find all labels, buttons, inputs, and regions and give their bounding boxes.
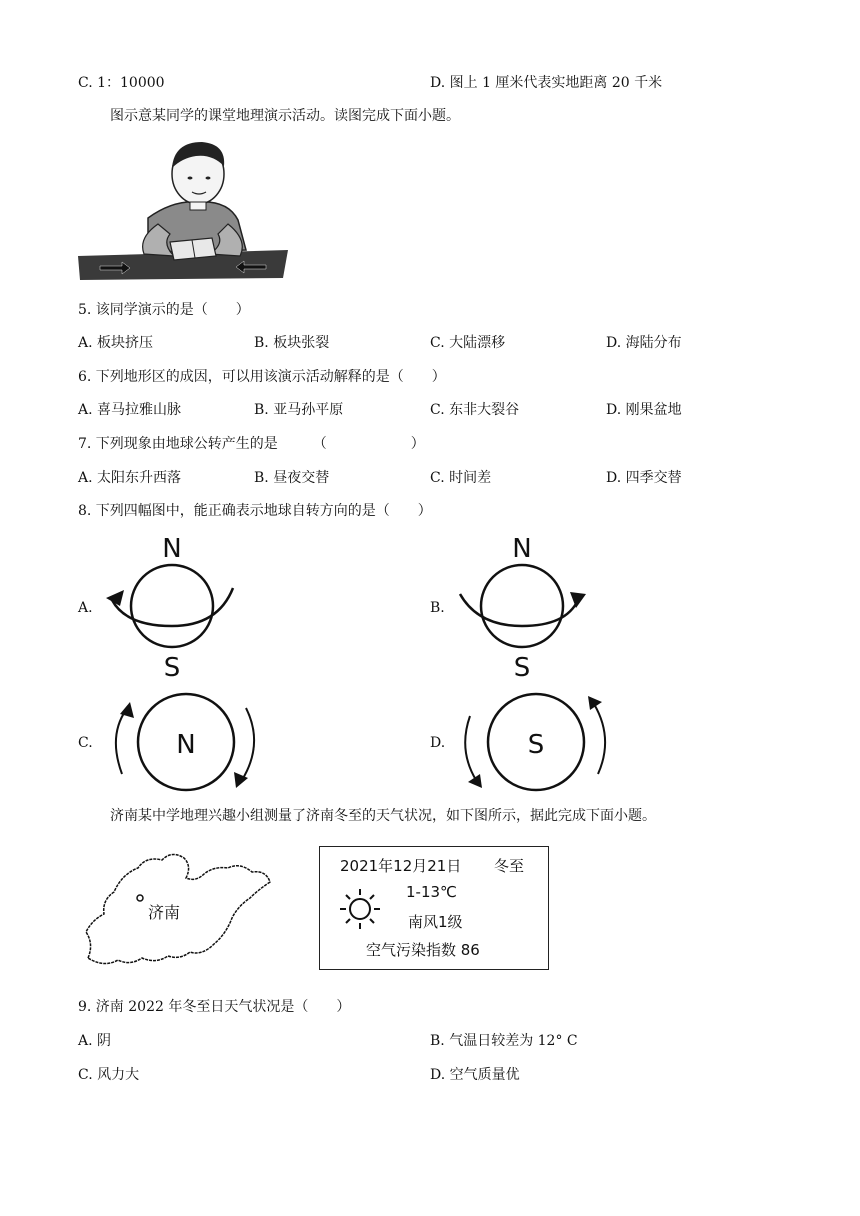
q8-label-c: C. bbox=[78, 735, 93, 751]
question-8-stem: 8. 下列四幅图中，能正确表示地球自转方向的是（ ） bbox=[78, 503, 432, 519]
q8-label-d: D. bbox=[430, 735, 446, 751]
weather-card bbox=[319, 846, 549, 970]
q6-option-c: C. 东非大裂谷 bbox=[430, 402, 520, 418]
option-c-scale: C. 1：10000 bbox=[78, 75, 165, 91]
q9-option-d: D. 空气质量优 bbox=[430, 1067, 520, 1083]
globe-c-diagram bbox=[106, 688, 266, 800]
globe-c-north-label: N bbox=[176, 730, 196, 760]
globe-d-south-label: S bbox=[527, 730, 545, 760]
q7-option-b: B. 昼夜交替 bbox=[254, 470, 330, 486]
globe-a-diagram bbox=[100, 530, 245, 680]
q6-option-d: D. 刚果盆地 bbox=[606, 402, 682, 418]
q7-option-a: A. 太阳东升西落 bbox=[78, 470, 182, 486]
q5-option-c: C. 大陆漂移 bbox=[430, 335, 506, 351]
q7-option-d: D. 四季交替 bbox=[606, 470, 682, 486]
q5-option-b: B. 板块张裂 bbox=[254, 335, 330, 351]
wind-info: 南风1级 bbox=[408, 913, 463, 931]
option-d-scale: D. 图上 1 厘米代表实地距离 20 千米 bbox=[430, 75, 663, 91]
q6-option-a: A. 喜马拉雅山脉 bbox=[78, 402, 182, 418]
intro-text-2: 济南某中学地理兴趣小组测量了济南冬至的天气状况，如下图所示，据此完成下面小题。 bbox=[110, 808, 656, 824]
student-demo-illustration bbox=[78, 138, 288, 280]
air-pollution-index: 空气污染指数 86 bbox=[366, 941, 480, 959]
temperature-range: 1-13℃ bbox=[406, 883, 457, 901]
q6-option-b: B. 亚马孙平原 bbox=[254, 402, 344, 418]
shandong-map bbox=[80, 848, 280, 972]
q5-option-a: A. 板块挤压 bbox=[78, 335, 154, 351]
globe-a-north-label: N bbox=[162, 534, 182, 564]
question-5-stem: 5. 该同学演示的是（ ） bbox=[78, 302, 250, 318]
q8-label-a: A. bbox=[78, 600, 93, 616]
solar-term: 冬至 bbox=[494, 857, 525, 875]
q5-option-d: D. 海陆分布 bbox=[606, 335, 682, 351]
globe-d-diagram bbox=[456, 688, 616, 800]
globe-b-diagram bbox=[450, 530, 595, 680]
globe-a-south-label: S bbox=[163, 653, 181, 680]
city-label-jinan: 济南 bbox=[148, 903, 181, 922]
question-9-stem: 9. 济南 2022 年冬至日天气状况是（ ） bbox=[78, 999, 351, 1015]
q7-option-c: C. 时间差 bbox=[430, 470, 492, 486]
globe-b-south-label: S bbox=[513, 653, 531, 680]
q9-option-a: A. 阴 bbox=[78, 1033, 112, 1049]
sun-icon bbox=[338, 887, 382, 931]
intro-text-1: 图示意某同学的课堂地理演示活动。读图完成下面小题。 bbox=[110, 108, 460, 124]
question-6-stem: 6. 下列地形区的成因，可以用该演示活动解释的是（ ） bbox=[78, 369, 446, 385]
q9-option-b: B. 气温日较差为 12° C bbox=[430, 1033, 578, 1049]
q8-label-b: B. bbox=[430, 600, 445, 616]
globe-b-north-label: N bbox=[512, 534, 532, 564]
weather-date: 2021年12月21日 bbox=[340, 857, 462, 875]
question-7-stem: 7. 下列现象由地球公转产生的是 （ ） bbox=[78, 436, 425, 452]
q9-option-c: C. 风力大 bbox=[78, 1067, 140, 1083]
